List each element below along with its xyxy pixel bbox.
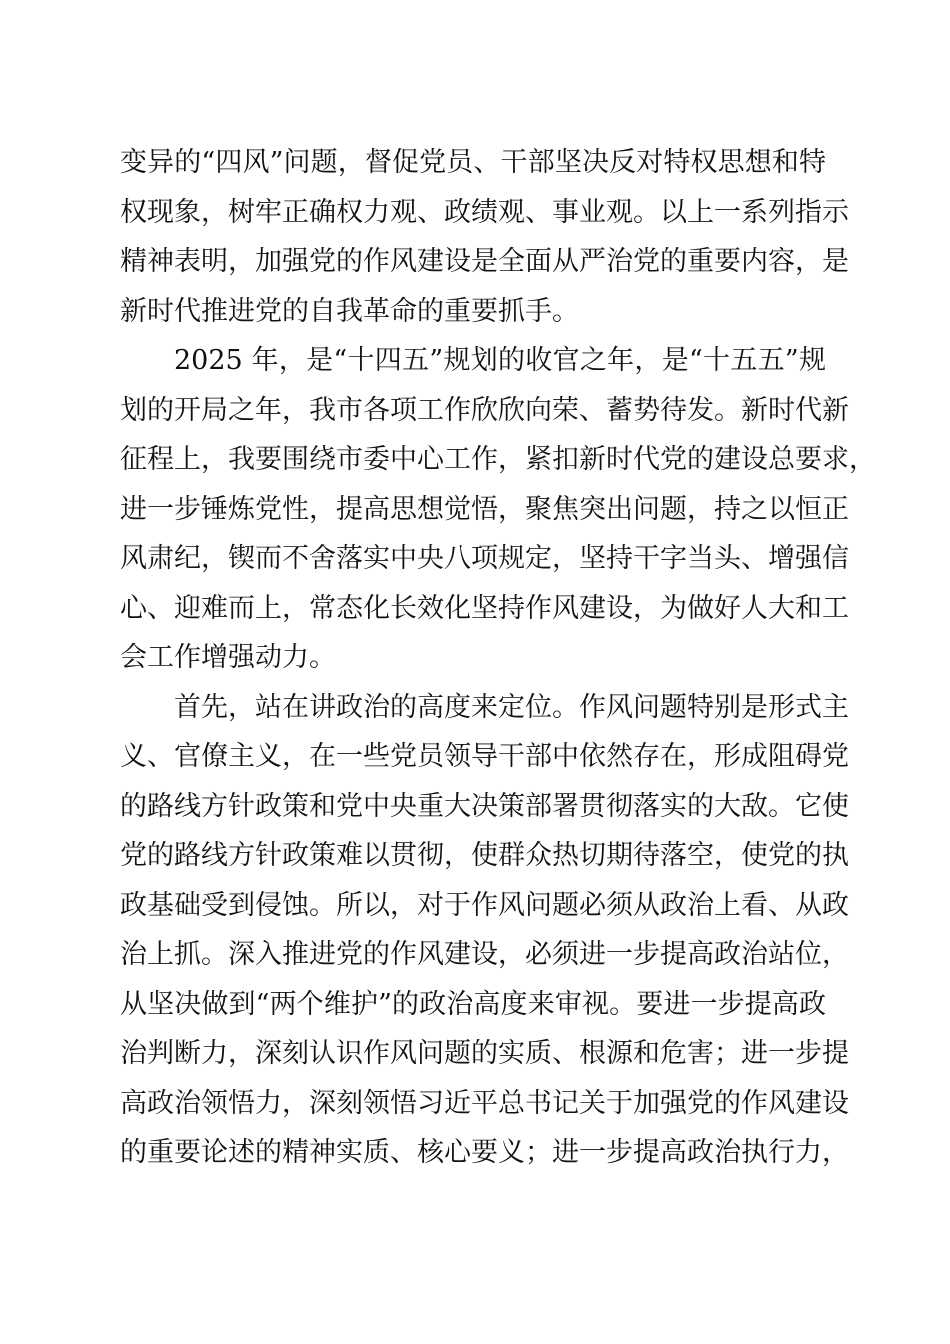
text-line: 风肃纪，锲而不舍落实中央八项规定，坚持干字当头、增强信	[120, 543, 849, 574]
text-line: 治上抓。深入推进党的作风建设，必须进一步提高政治站位，	[120, 939, 849, 970]
text-line: 义、官僚主义，在一些党员领导干部中依然存在，形成阻碍党	[120, 741, 849, 772]
text-line: 首先，站在讲政治的高度来定位。作风问题特别是形式主	[174, 691, 849, 723]
document-page	[120, 138, 876, 1178]
text-line: 进一步锤炼党性，提高思想觉悟，聚焦突出问题，持之以恒正	[120, 493, 849, 525]
paragraph-2	[120, 336, 876, 683]
text-line: 权现象，树牢正确权力观、政绩观、事业观。以上一系列指示	[120, 196, 849, 228]
text-line: 心、迎难而上，常态化长效化坚持作风建设，为做好人大和工	[120, 592, 849, 624]
text-line: 政基础受到侵蚀。所以，对于作风问题必须从政治上看、从政	[120, 889, 849, 921]
text-line: 2025 年，是“十四五”规划的收官之年，是“十五五”规	[174, 345, 826, 376]
text-line: 从坚决做到“两个维护”的政治高度来审视。要进一步提高政	[120, 988, 826, 1020]
text-line: 治判断力，深刻认识作风问题的实质、根源和危害；进一步提	[120, 1038, 849, 1069]
text-line: 高政治领悟力，深刻领悟习近平总书记关于加强党的作风建设	[120, 1087, 849, 1119]
text-line: 变异的“四风”问题，督促党员、干部坚决反对特权思想和特	[120, 147, 826, 178]
text-line: 征程上，我要围绕市委中心工作，紧扣新时代党的建设总要求，	[120, 444, 876, 475]
text-line: 精神表明，加强党的作风建设是全面从严治党的重要内容，是	[120, 246, 849, 277]
paragraph-1	[120, 138, 849, 336]
text-line: 新时代推进党的自我革命的重要抓手。	[120, 295, 579, 327]
text-line: 的路线方针政策和党中央重大决策部署贯彻落实的大敌。它使	[120, 790, 849, 822]
text-line: 的重要论述的精神实质、核心要义；进一步提高政治执行力，	[120, 1137, 849, 1168]
text-line: 划的开局之年，我市各项工作欣欣向荣、蓄势待发。新时代新	[120, 394, 849, 426]
text-line: 会工作增强动力。	[120, 642, 336, 673]
text-line: 党的路线方针政策难以贯彻，使群众热切期待落空，使党的执	[120, 840, 849, 871]
paragraph-3	[120, 683, 849, 1178]
